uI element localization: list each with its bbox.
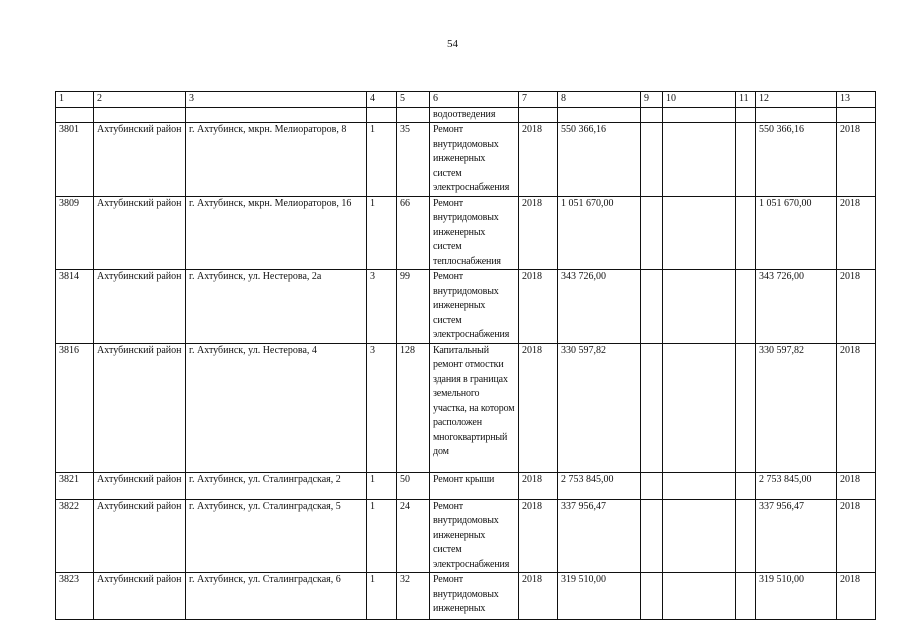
table-cell-c12: 550 366,16 [756, 123, 837, 197]
table-cell-c7: 2018 [519, 343, 558, 472]
table-row [56, 343, 876, 472]
table-cell-c6: Ремонт внутридомовых инженерных систем электроснабжения [430, 123, 519, 197]
table-cell-c3: г. Ахтубинск, ул. Сталинградская, 6 [186, 573, 367, 620]
table-cell-c9 [641, 343, 663, 472]
continuation-row [56, 107, 876, 123]
table-cell-c9 [641, 573, 663, 620]
table-cell-c5: 32 [397, 573, 430, 620]
page-number: 54 [447, 38, 458, 50]
table-cell-c11 [736, 573, 756, 620]
column-number-cell: 2 [94, 92, 186, 108]
table-cell-c10 [663, 196, 736, 270]
column-number-cell: 11 [736, 92, 756, 108]
table-row [56, 499, 876, 573]
table-cell-c2: Ахтубинский район [94, 573, 186, 620]
column-number-cell: 4 [367, 92, 397, 108]
table-cell-c1: 3809 [56, 196, 94, 270]
table-row [56, 270, 876, 344]
table-cell-c4: 1 [367, 123, 397, 197]
table-cell-c5: 24 [397, 499, 430, 573]
table-cell-c9 [641, 499, 663, 573]
table-cell-c12: 1 051 670,00 [756, 196, 837, 270]
table-cell-c8: 319 510,00 [558, 573, 641, 620]
table-row [56, 123, 876, 197]
table-cell-c12: 337 956,47 [756, 499, 837, 573]
table-cell-c6: Капитальный ремонт отмостки здания в границах земельного участка, на котором расположен многоквартирный дом [430, 343, 519, 472]
table-cell-c6: Ремонт внутридомовых инженерных систем электроснабжения [430, 499, 519, 573]
table-cell-c11 [736, 472, 756, 499]
table-cell-c13: 2018 [837, 573, 876, 620]
table-cell-c4: 1 [367, 573, 397, 620]
table-cell-c5: 50 [397, 472, 430, 499]
column-number-cell: 8 [558, 92, 641, 108]
table-cell-c11 [736, 499, 756, 573]
column-number-cell: 5 [397, 92, 430, 108]
table-cell-c7: 2018 [519, 472, 558, 499]
table-cell-c13: 2018 [837, 472, 876, 499]
table-cell-c2: Ахтубинский район [94, 123, 186, 197]
table-cell-c9 [641, 123, 663, 197]
table-cell-c11 [736, 123, 756, 197]
table-cell-c10 [663, 573, 736, 620]
table-cell-c7: 2018 [519, 196, 558, 270]
table-cell-c2: Ахтубинский район [94, 270, 186, 344]
continuation-cell [663, 107, 736, 123]
table-cell-c2: Ахтубинский район [94, 472, 186, 499]
table-cell-c11 [736, 270, 756, 344]
table-cell-c13: 2018 [837, 196, 876, 270]
table-cell-c6: Ремонт внутридомовых инженерных [430, 573, 519, 620]
table-cell-c9 [641, 472, 663, 499]
table-cell-c4: 3 [367, 343, 397, 472]
table-cell-c6: Ремонт крыши [430, 472, 519, 499]
continuation-cell [186, 107, 367, 123]
table-cell-c1: 3801 [56, 123, 94, 197]
table-cell-c9 [641, 196, 663, 270]
continuation-cell [558, 107, 641, 123]
table-cell-c8: 343 726,00 [558, 270, 641, 344]
column-number-cell: 13 [837, 92, 876, 108]
table-cell-c10 [663, 499, 736, 573]
table-cell-c1: 3822 [56, 499, 94, 573]
table-cell-c5: 128 [397, 343, 430, 472]
table-cell-c3: г. Ахтубинск, мкрн. Мелиораторов, 8 [186, 123, 367, 197]
table-cell-c11 [736, 343, 756, 472]
continuation-cell [756, 107, 837, 123]
table-cell-c2: Ахтубинский район [94, 343, 186, 472]
table-cell-c10 [663, 270, 736, 344]
table-cell-c8: 550 366,16 [558, 123, 641, 197]
table-cell-c12: 343 726,00 [756, 270, 837, 344]
column-number-cell: 6 [430, 92, 519, 108]
continuation-cell [641, 107, 663, 123]
table-cell-c12: 330 597,82 [756, 343, 837, 472]
table-cell-c3: г. Ахтубинск, ул. Сталинградская, 2 [186, 472, 367, 499]
table-cell-c11 [736, 196, 756, 270]
table-cell-c9 [641, 270, 663, 344]
continuation-cell [736, 107, 756, 123]
table-cell-c3: г. Ахтубинск, ул. Нестерова, 2а [186, 270, 367, 344]
table-cell-c10 [663, 343, 736, 472]
continuation-cell [94, 107, 186, 123]
continuation-cell [837, 107, 876, 123]
table-cell-c1: 3814 [56, 270, 94, 344]
table-cell-c4: 1 [367, 196, 397, 270]
column-number-cell: 3 [186, 92, 367, 108]
table-cell-c7: 2018 [519, 573, 558, 620]
table-cell-c6: Ремонт внутридомовых инженерных систем теплоснабжения [430, 196, 519, 270]
table-cell-c5: 35 [397, 123, 430, 197]
table-cell-c1: 3816 [56, 343, 94, 472]
table-cell-c4: 3 [367, 270, 397, 344]
table-cell-c1: 3823 [56, 573, 94, 620]
table-cell-c2: Ахтубинский район [94, 196, 186, 270]
table-row [56, 196, 876, 270]
table-cell-c7: 2018 [519, 499, 558, 573]
table-cell-c13: 2018 [837, 123, 876, 197]
table-cell-c3: г. Ахтубинск, ул. Сталинградская, 5 [186, 499, 367, 573]
table-cell-c6: Ремонт внутридомовых инженерных систем электроснабжения [430, 270, 519, 344]
repair-works-table [55, 91, 876, 620]
column-number-cell: 12 [756, 92, 837, 108]
table-cell-c8: 2 753 845,00 [558, 472, 641, 499]
table-cell-c13: 2018 [837, 270, 876, 344]
column-number-cell: 1 [56, 92, 94, 108]
table-cell-c5: 99 [397, 270, 430, 344]
table-cell-c2: Ахтубинский район [94, 499, 186, 573]
table-cell-c12: 2 753 845,00 [756, 472, 837, 499]
continuation-cell [519, 107, 558, 123]
table-cell-c13: 2018 [837, 343, 876, 472]
table-cell-c13: 2018 [837, 499, 876, 573]
table-cell-c3: г. Ахтубинск, мкрн. Мелиораторов, 16 [186, 196, 367, 270]
column-number-cell: 10 [663, 92, 736, 108]
continuation-cell [56, 107, 94, 123]
table-cell-c3: г. Ахтубинск, ул. Нестерова, 4 [186, 343, 367, 472]
column-number-cell: 9 [641, 92, 663, 108]
table-cell-c4: 1 [367, 472, 397, 499]
continuation-cell [367, 107, 397, 123]
continuation-cell: водоотведения [430, 107, 519, 123]
table-row [56, 573, 876, 620]
column-number-row [56, 92, 876, 108]
table-cell-c8: 330 597,82 [558, 343, 641, 472]
table-cell-c5: 66 [397, 196, 430, 270]
table-cell-c10 [663, 123, 736, 197]
table-cell-c12: 319 510,00 [756, 573, 837, 620]
table-cell-c8: 1 051 670,00 [558, 196, 641, 270]
table-cell-c7: 2018 [519, 270, 558, 344]
column-number-cell: 7 [519, 92, 558, 108]
table-body [56, 92, 876, 620]
table-row [56, 472, 876, 499]
table-cell-c7: 2018 [519, 123, 558, 197]
table-cell-c10 [663, 472, 736, 499]
table-cell-c4: 1 [367, 499, 397, 573]
continuation-cell [397, 107, 430, 123]
table-cell-c8: 337 956,47 [558, 499, 641, 573]
table-cell-c1: 3821 [56, 472, 94, 499]
